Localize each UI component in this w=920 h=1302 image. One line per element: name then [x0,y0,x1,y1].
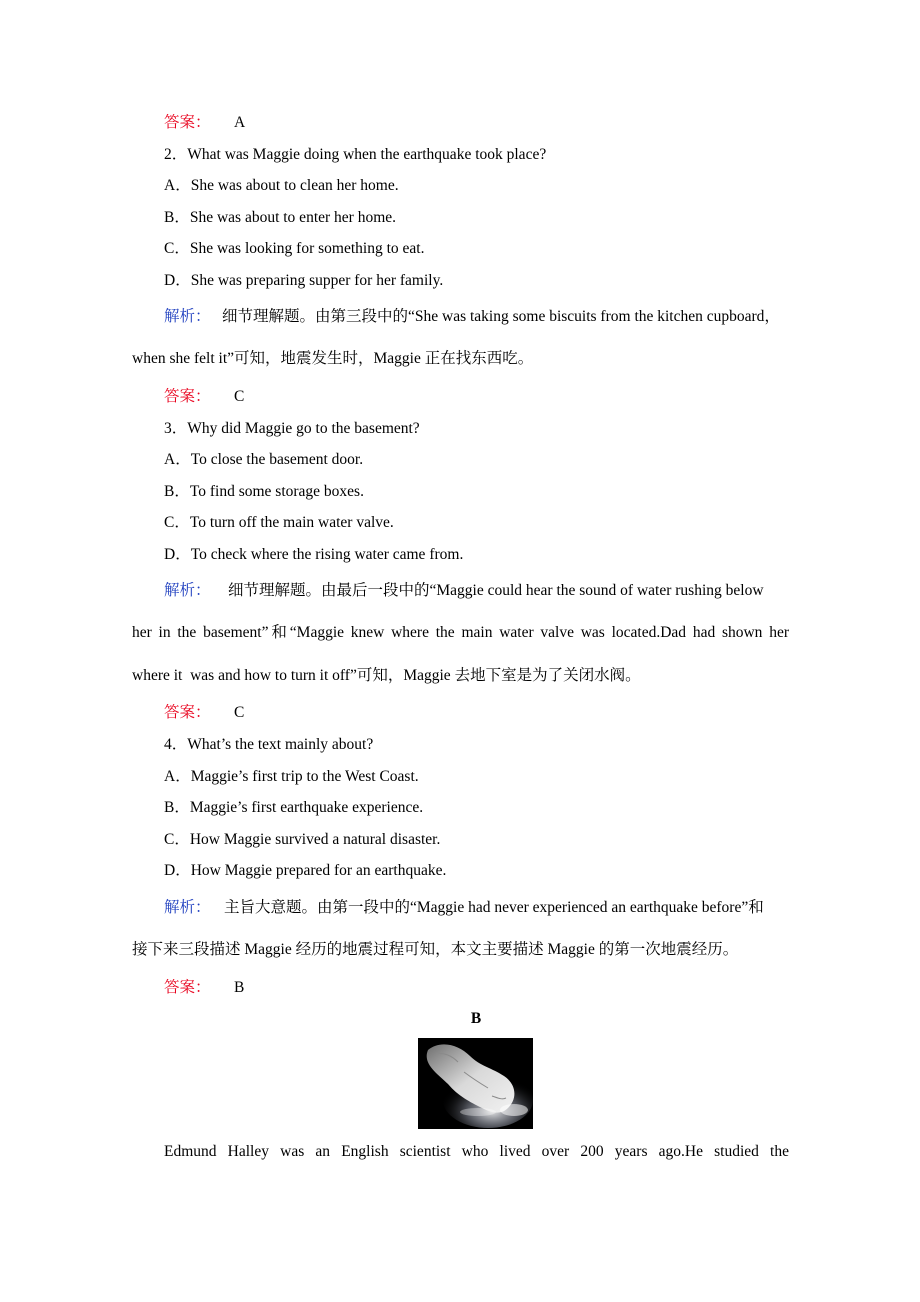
option-d: D．How Maggie prepared for an earthquake. [164,862,447,879]
answer-label: 答案： [164,979,211,996]
question-stem: 4．What’s the text mainly about? [164,736,374,753]
explanation-row [164,581,764,601]
passage-paragraph: Edmund Halley was an English scientist who lived over 200 years ago.He studied the [164,1143,789,1160]
question-stem: 3．Why did Maggie go to the basement? [164,420,420,437]
option-d: D．She was preparing supper for her family. [164,272,444,289]
answer-label: 答案： [164,388,211,405]
question-stem: 2．What was Maggie doing when the earthquake took place? [164,146,547,163]
answer-value: C [234,704,245,721]
explanation-label: 解析： [164,582,211,599]
section-title: B [470,1010,482,1027]
option-b: B．To find some storage boxes. [164,483,364,500]
explanation-text: her in the basement”和“Maggie knew where the main water valve was located.Dad had shown her [132,624,789,641]
explanation-row [164,898,764,918]
answer-label: 答案： [164,114,211,131]
comet-nucleus-picture [418,1038,533,1129]
answer-row [164,703,244,723]
explanation-label: 解析： [164,899,211,916]
explanation-row [164,307,789,327]
answer-row [164,387,244,407]
option-a: A．To close the basement door. [164,451,364,468]
explanation-text: 接下来三段描述 Maggie 经历的地震过程可知，本文主要描述 Maggie 的第一次地震经历。 [132,941,739,958]
answer-value: A [234,114,246,131]
explanation-text: 主旨大意题。由第一段中的“Maggie had never experienced an earthquake before”和 [224,899,764,916]
option-b: B．She was about to enter her home. [164,209,397,226]
explanation-text: when she felt it”可知，地震发生时，Maggie 正在找东西吃。 [132,350,534,367]
explanation-text: 细节理解题。由最后一段中的“Maggie could hear the sound of water rushing below [228,582,764,599]
option-a: A．Maggie’s first trip to the West Coast. [164,768,419,785]
explanation-text: where it was and how to turn it off”可知，Maggie 去地下室是为了关闭水阀。 [132,667,641,684]
explanation-text: 细节理解题。由第三段中的“She was taking some biscuits from the kitchen cupboard， [222,308,780,325]
answer-value: B [234,979,245,996]
explanation-label: 解析： [164,308,211,325]
option-c: C．To turn off the main water valve. [164,514,394,531]
option-d: D．To check where the rising water came from. [164,546,464,563]
option-a: A．She was about to clean her home. [164,177,399,194]
answer-row [164,978,244,998]
answer-row [164,113,245,133]
option-b: B．Maggie’s first earthquake experience. [164,799,424,816]
comet-image [418,1038,533,1129]
option-c: C．How Maggie survived a natural disaster. [164,831,441,848]
answer-value: C [234,388,245,405]
answer-label: 答案： [164,704,211,721]
option-c: C．She was looking for something to eat. [164,240,425,257]
